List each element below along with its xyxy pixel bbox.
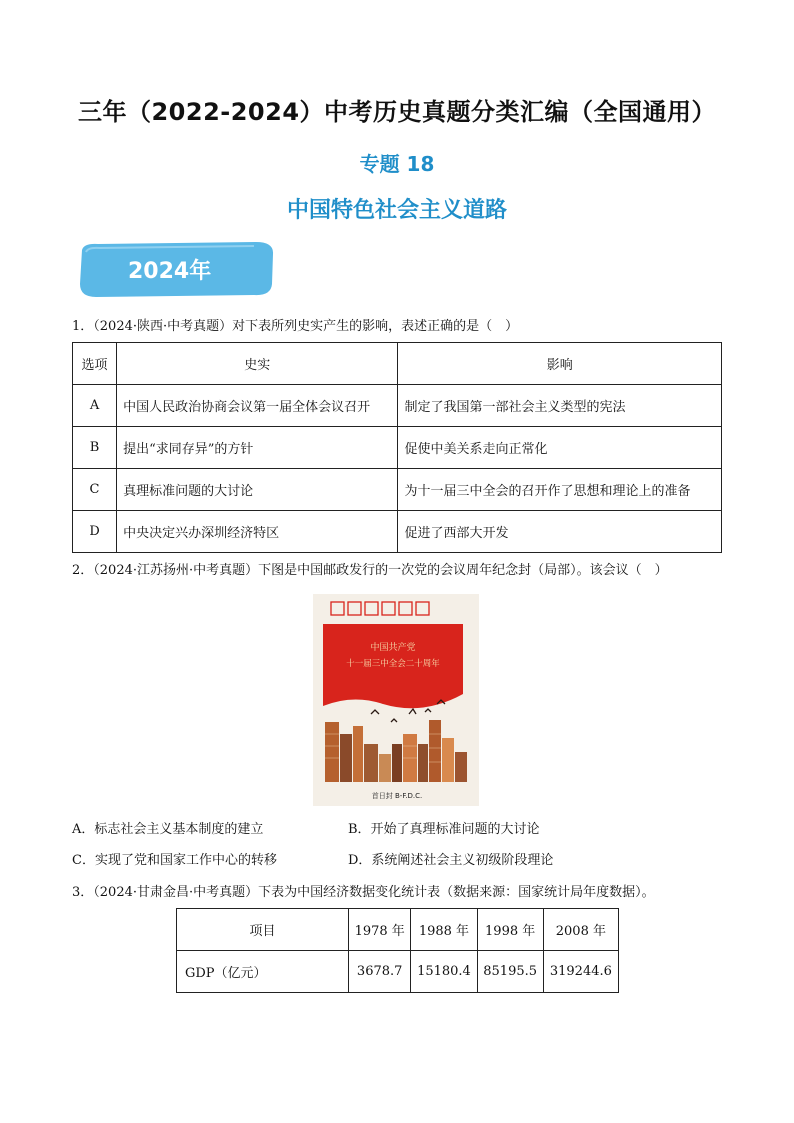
table-cell: 3678.7 [349, 951, 411, 993]
table-cell: 319244.6 [543, 951, 618, 993]
table-header-row [177, 909, 619, 951]
table-row [177, 951, 619, 993]
year-banner-label: 2024年 [128, 259, 212, 284]
commemorative-envelope-image [313, 594, 479, 806]
question-3-stem: 3．（2024·甘肃金昌·中考真题）下表为中国经济数据变化统计表（数据来源：国家统计局年度数据）。 [72, 885, 655, 900]
table-header: 2008 年 [543, 909, 618, 951]
envelope-footer: 首日封 B-F.D.C. [371, 792, 423, 800]
table-header: 选项 [73, 343, 117, 385]
document-title: 三年（2022-2024）中考历史真题分类汇编（全国通用） [77, 98, 717, 126]
question-3-table [176, 908, 619, 993]
table-row [73, 385, 722, 427]
table-cell: 中国人民政治协商会议第一届全体会议召开 [117, 385, 398, 427]
table-header-row [73, 343, 722, 385]
table-cell: A [73, 385, 117, 427]
table-cell: 为十一届三中全会的召开作了思想和理论上的准备 [398, 469, 722, 511]
table-cell: C [73, 469, 117, 511]
table-cell: 真理标准问题的大讨论 [117, 469, 398, 511]
table-cell: D [73, 511, 117, 553]
topic-name: 中国特色社会主义道路 [286, 198, 507, 223]
table-header: 1998 年 [477, 909, 543, 951]
table-cell: 85195.5 [477, 951, 543, 993]
option-b[interactable]: B．开始了真理标准问题的大讨论 [348, 822, 540, 837]
table-cell: B [73, 427, 117, 469]
option-c[interactable]: C．实现了党和国家工作中心的转移 [72, 853, 277, 868]
table-header: 史实 [117, 343, 398, 385]
table-cell: 中央决定兴办深圳经济特区 [117, 511, 398, 553]
table-cell: 制定了我国第一部社会主义类型的宪法 [398, 385, 722, 427]
table-row [73, 511, 722, 553]
option-d[interactable]: D．系统阐述社会主义初级阶段理论 [348, 853, 554, 868]
topic-number: 专题 18 [359, 152, 435, 176]
table-row [73, 469, 722, 511]
table-header: 影响 [398, 343, 722, 385]
table-header: 项目 [177, 909, 349, 951]
envelope-line-1: 中国共产党 [370, 643, 416, 653]
table-header: 1978 年 [349, 909, 411, 951]
table-cell: 提出“求同存异”的方针 [117, 427, 398, 469]
question-2-stem: 2．（2024·江苏扬州·中考真题）下图是中国邮政发行的一次党的会议周年纪念封（局部）。该会议（ ） [72, 563, 668, 578]
table-cell: 促进了西部大开发 [398, 511, 722, 553]
table-row [73, 427, 722, 469]
option-a[interactable]: A．标志社会主义基本制度的建立 [72, 822, 264, 837]
question-1-table [72, 342, 722, 553]
envelope-line-2: 十一届三中全会二十周年 [346, 659, 440, 669]
table-header: 1988 年 [411, 909, 477, 951]
question-1-stem: 1．（2024·陕西·中考真题）对下表所列史实产生的影响，表述正确的是（ ） [72, 319, 519, 334]
table-cell: GDP（亿元） [177, 951, 349, 993]
table-cell: 15180.4 [411, 951, 477, 993]
table-cell: 促使中美关系走向正常化 [398, 427, 722, 469]
